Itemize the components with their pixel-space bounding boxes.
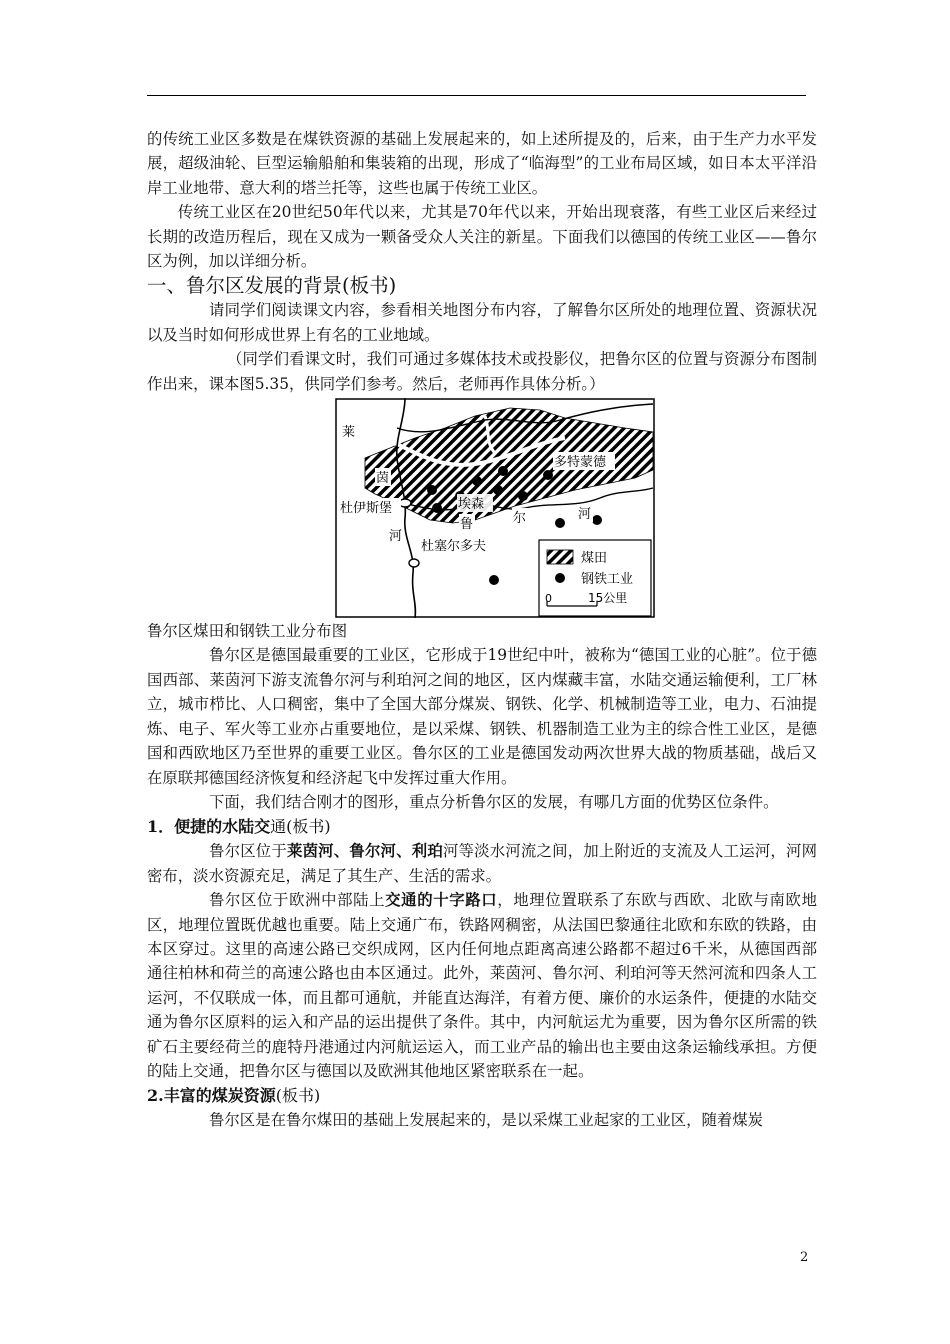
section-heading: 一、鲁尔区发展的背景(板书)	[147, 274, 397, 298]
subsection-1-paragraph-1	[147, 839, 817, 888]
legend-steel-swatch	[555, 573, 565, 583]
subsection-1-rest: 通(板书)	[270, 817, 331, 837]
scale-label: 15公里	[588, 591, 628, 606]
body-paragraph-1: 鲁尔区是德国最重要的工业区，它形成于19世纪中叶，被称为“德国工业的心脏”。位于德国西部、莱茵河下游支流鲁尔河与利珀河之间的地区，区内煤藏丰富，水陆交通运输便利，工厂林立，城市栉比、人口稠密，集中了全国大部分煤炭、钢铁、化学、机械制造等工业，电力、石油提炼、电子、军火等工业亦占重要地位，是以采煤、钢铁、机器制造工业为主的综合性工业区，是德国和西欧地区乃至世界的重要工业区。鲁尔区的工业是德国发动两次世界大战的物质基础，战后又在原联邦德国经济恢复和经济起飞中发挥过重大作用。	[147, 646, 817, 787]
map-label-lu: 鲁	[460, 517, 474, 533]
document-body	[147, 127, 817, 1133]
map-label-he2: 河	[578, 507, 592, 523]
intro-paragraph-1: 的传统工业区多数是在煤铁资源的基础上发展起来的，如上述所提及的，后来，由于生产力水平发展，超级油轮、巨型运输船舶和集装箱的出现，形成了“临海型”的工业布局区域，如日本太平洋沿岸工业地带、意大利的塔兰托等，这些也属于传统工业区。	[147, 130, 817, 197]
subsection-2-bold: 丰富的煤炭资源	[163, 1086, 276, 1106]
ruhr-map-figure	[147, 396, 817, 619]
map-label-dortmund: 多特蒙德	[554, 455, 607, 471]
map-caption: 鲁尔区煤田和钢铁工业分布图	[147, 622, 348, 641]
body-paragraph-2: 下面，我们结合刚才的图形，重点分析鲁尔区的发展，有哪几方面的优势区位条件。	[209, 792, 779, 811]
subsection-2-rest: (板书)	[275, 1086, 321, 1106]
sub1-p1-text-a: 鲁尔区位于	[209, 842, 287, 861]
map-label-he1: 河	[389, 529, 403, 545]
map-label-er: 尔	[513, 511, 527, 527]
legend-coal-swatch	[547, 550, 573, 564]
ruhr-map	[335, 398, 655, 618]
sub1-p1-text-b: 河等淡水河流之间，加上附近的支流及人工运河，河网密布，淡水资源充足，满足了其生产、生活的需求。	[147, 842, 817, 885]
sub1-p2-text-a: 鲁尔区位于欧洲中部陆上	[209, 891, 386, 910]
subsection-1-heading	[147, 814, 817, 839]
intro-paragraph-2: 传统工业区在20世纪50年代以来，尤其是70年代以来，开始出现衰落，有些工业区后来经过长期的改造历程后，现在又成为一颗备受众人关注的新星。下面我们以德国的传统工业区——鲁尔区为例，加以详细分析。	[147, 203, 817, 271]
scale-zero: 0	[545, 592, 552, 606]
sub1-p1-bold: 莱茵河、鲁尔河、利珀	[286, 842, 443, 861]
legend-steel-label: 钢铁工业	[581, 572, 634, 588]
sub1-p2-bold: 交通的十字路口	[385, 891, 498, 910]
map-label-yin: 茵	[376, 471, 390, 487]
subsection-2-paragraph-1: 鲁尔区是在鲁尔煤田的基础上发展起来的，是以采煤工业起家的工业区，随着煤炭	[209, 1111, 764, 1130]
map-legend	[539, 540, 651, 616]
subsection-1-paragraph-2	[147, 888, 817, 1083]
subsection-1-num: 1．	[147, 817, 175, 837]
map-label-lai: 莱	[342, 425, 356, 441]
subsection-2-num: 2.	[147, 1086, 164, 1106]
page-number: 2	[800, 1250, 809, 1265]
map-label-aisen: 埃森	[458, 497, 485, 513]
section-paragraph-2: （同学们看课文时，我们可通过多媒体技术或投影仪，把鲁尔区的位置与资源分布图制作出来，课本图5.35，供同学们参考。然后，老师再作具体分析。）	[147, 350, 817, 393]
subsection-2-heading	[147, 1083, 817, 1108]
subsection-1-bold: 便捷的水陆交	[174, 817, 271, 837]
sub1-p2-text-b: ，地理位置联系了东欧与西欧、北欧与南欧地区，地理位置既优越也重要。陆上交通广布，铁路网稠密，从法国巴黎通往北欧和东欧的铁路，由本区穿过。这里的高速公路已交织成网，区内任何地点距离高速公路都不超过6千米，从德国西部通往柏林和荷兰的高速公路也由本区通过。此外，莱茵河、鲁尔河、利珀河等天然河流和四条人工运河，不仅联成一体，而且都可通航，并能直达海洋，有着方便、廉价的水运条件，便捷的水陆交通为鲁尔区原料的运入和产品的运出提供了条件。其中，内河航运尤为重要，因为鲁尔区所需的铁矿石主要经荷兰的鹿特丹港通过内河航运运入，而工业产品的输出也主要由这条运输线承担。方便的陆上交通，把鲁尔区与德国以及欧洲其他地区紧密联系在一起。	[147, 891, 817, 1080]
map-label-dusseldorf: 杜塞尔多夫	[421, 539, 487, 555]
legend-coal-label: 煤田	[581, 551, 608, 567]
section-paragraph-1: 请同学们阅读课文内容，参看相关地图分布内容，了解鲁尔区所处的地理位置、资源状况以及当时如何形成世界上有名的工业地域。	[147, 301, 817, 344]
map-label-duisburg: 杜伊斯堡	[340, 501, 393, 517]
header-rule	[147, 95, 806, 96]
dusseldorf-marker	[409, 559, 419, 567]
